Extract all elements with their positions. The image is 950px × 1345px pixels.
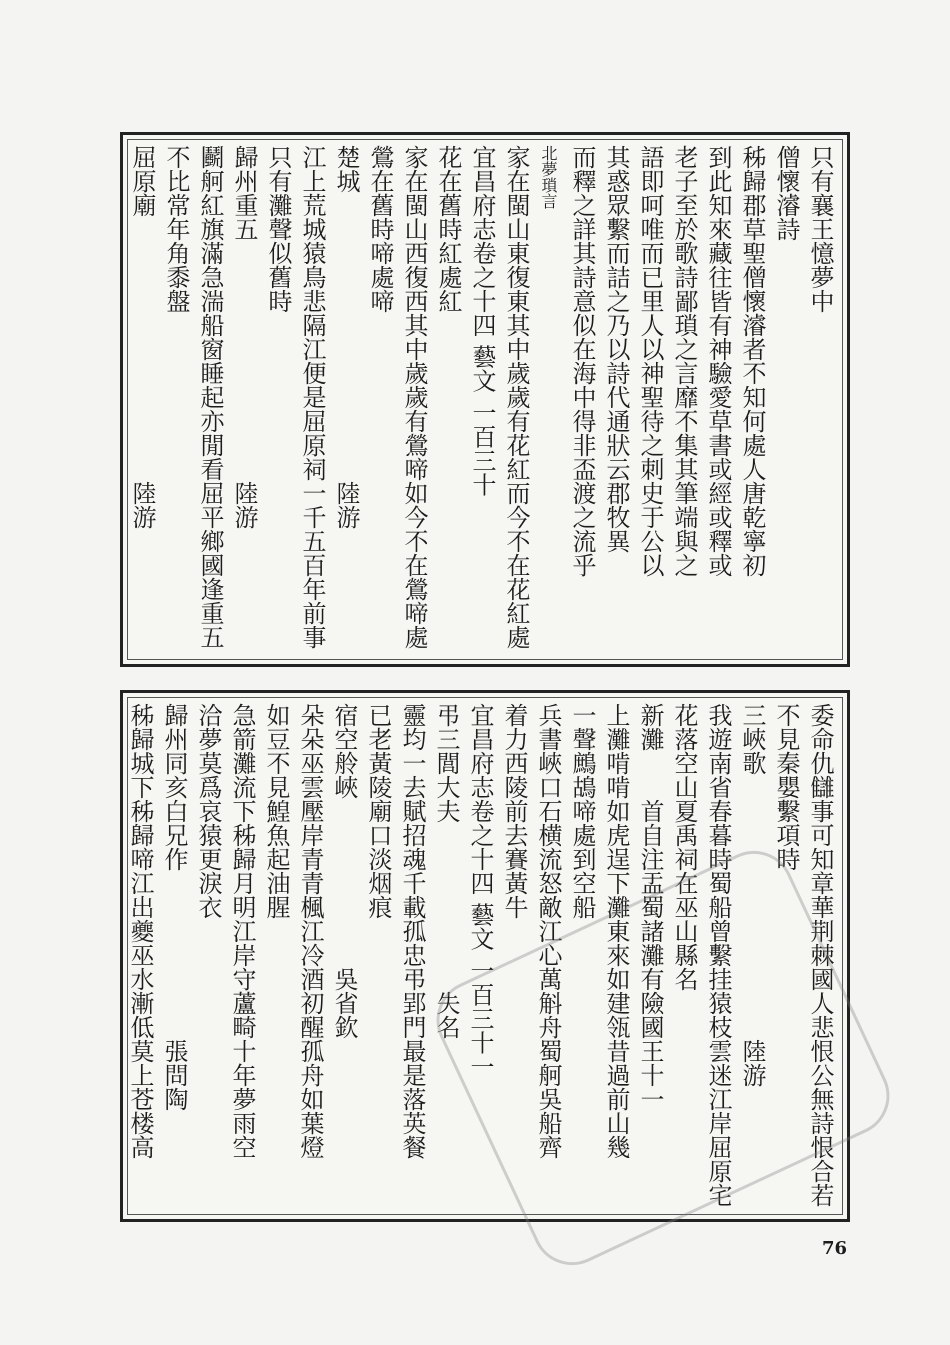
text-column: 急箭灘流下秭歸月明江岸守蘆畸十年夢雨空: [228, 703, 256, 1159]
text-column: 而釋之詳其詩意似在海中得非盃渡之流乎: [568, 145, 596, 577]
top-text-panel: [120, 132, 850, 667]
text-column: 不見秦嬰繫項時: [772, 703, 800, 871]
text-column: 一聲鷓鴣啼處到空船: [568, 703, 596, 919]
text-column: 兵書峽口石横流怒敵江心萬斛舟蜀舸吳船齊: [534, 703, 562, 1159]
text-column: 語即呵唯而已里人以神聖待之刺史于公以: [636, 145, 664, 577]
running-header-column: 宜昌府志卷之十四 藝文 一百三十一: [466, 703, 494, 1079]
text-column: 江上荒城猿鳥悲隔江便是屈原祠一千五百年前事: [298, 145, 326, 649]
text-column: 其惑眾繫而詰之乃以詩代通狀云郡牧異: [602, 145, 630, 553]
text-column: 不比常年角黍盤: [162, 145, 190, 313]
running-header-column: 宜昌府志卷之十四 藝文 一百三十: [468, 145, 496, 497]
text-column: 鶯在舊時啼處啼: [366, 145, 394, 313]
poem-title-column: 歸州重五 陸游: [230, 145, 258, 529]
page-number: 76: [822, 1238, 848, 1259]
faint-header-mark: [395, 6, 555, 22]
text-column: 如豆不見鰉魚起油腥: [262, 703, 290, 919]
text-column: 着力西陵前去賽黃牛: [500, 703, 528, 919]
text-column: 老子至於歌詩鄙瑣之言靡不集其筆端與之: [670, 145, 698, 577]
text-column: 到此知來藏往皆有神驗愛草書或經或釋或: [704, 145, 732, 577]
text-column: 洽夢莫爲哀猿更淚衣: [194, 703, 222, 919]
text-column: 委命仇讎事可知章華荆棘國人悲恨公無詩恨合若: [806, 703, 834, 1207]
text-column: 家在閩山西復西其中歲歲有鶯啼如今不在鶯啼處: [400, 145, 428, 649]
text-column: 朵朵巫雲壓岸青青楓江冷酒初醒孤舟如葉燈: [296, 703, 324, 1159]
text-column: 新灘 首自注盂蜀諸灘有險國王十一: [636, 703, 664, 1111]
text-column: 花在舊時紅處紅: [434, 145, 462, 313]
text-column: 已老黃陵廟口淡烟痕: [364, 703, 392, 919]
text-column: 我遊南省春暮時蜀船曾繫挂猿枝雲迷江岸屈原宅: [704, 703, 732, 1207]
text-column: 家在閩山東復東其中歲歲有花紅而今不在花紅處: [502, 145, 530, 649]
text-column: 只有襄王憶夢中: [806, 145, 834, 313]
text-column: 僧懷濬詩: [772, 145, 800, 241]
text-column: 北夢瑣言: [539, 145, 558, 209]
text-column: 靈均一去賦招魂千載孤忠弔郢門最是落英餐: [398, 703, 426, 1159]
text-column: 秭歸城下秭歸啼江出夔巫水漸低莫上苍楼高: [126, 703, 154, 1159]
text-column: 鬬舸紅旗滿急湍船窗睡起亦閒看屈平鄉國逢重五: [196, 145, 224, 649]
poem-title-column: 弔三閭大夫 失名: [432, 703, 460, 1039]
text-column: 秭歸郡草聖僧懷濬者不知何處人唐乾寧初: [738, 145, 766, 577]
text-column: 花落空山夏禹祠在巫山縣名: [670, 703, 698, 991]
text-column: 上灘啃啃如虎逞下灘東來如建瓴昔過前山幾: [602, 703, 630, 1159]
poem-title-column: 屈原廟 陸游: [128, 145, 156, 529]
text-column: 只有灘聲似舊時: [264, 145, 292, 313]
poem-title-column: 歸州同亥白兄作 張問陶: [160, 703, 188, 1111]
poem-title-column: 楚城 陸游: [332, 145, 360, 529]
poem-title-column: 宿空舲峽 吳省欽: [330, 703, 358, 1039]
poem-title-column: 三峽歌 陸游: [738, 703, 766, 1087]
